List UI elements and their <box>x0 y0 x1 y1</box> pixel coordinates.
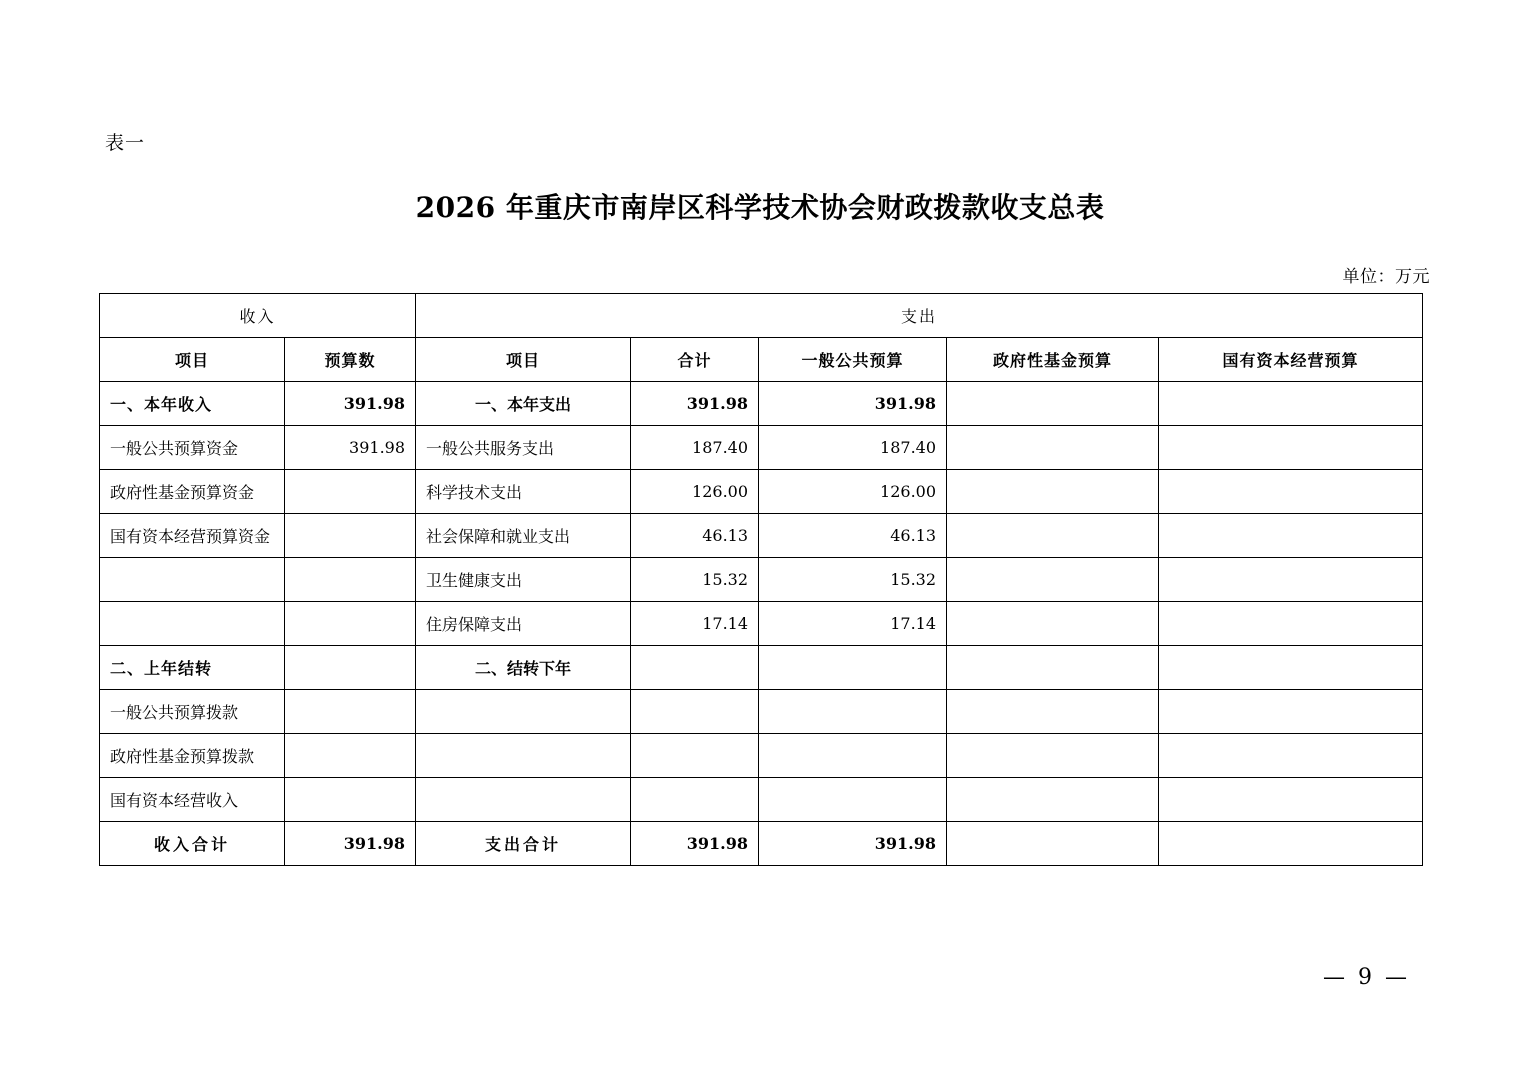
exp-gov-fund <box>947 514 1159 558</box>
income-total-label: 收入合计 <box>100 822 285 866</box>
exp-state-capital <box>1159 470 1423 514</box>
exp-gov-fund <box>947 558 1159 602</box>
income-item: 国有资本经营收入 <box>100 778 285 822</box>
table-row <box>100 558 1423 602</box>
exp-total-label: 支出合计 <box>416 822 631 866</box>
exp-total: 46.13 <box>631 514 759 558</box>
income-item <box>100 602 285 646</box>
table-row <box>100 382 1423 426</box>
exp-item: 社会保障和就业支出 <box>416 514 631 558</box>
exp-total <box>631 778 759 822</box>
exp-state-capital <box>1159 778 1423 822</box>
exp-general-public: 17.14 <box>759 602 947 646</box>
exp-item <box>416 734 631 778</box>
exp-total-value: 391.98 <box>631 822 759 866</box>
income-item: 二、上年结转 <box>100 646 285 690</box>
exp-state-capital <box>1159 382 1423 426</box>
income-budget <box>285 514 416 558</box>
table-row <box>100 690 1423 734</box>
exp-general-public-total: 391.98 <box>759 822 947 866</box>
column-header-exp-state-capital: 国有资本经营预算 <box>1159 338 1423 382</box>
exp-general-public: 15.32 <box>759 558 947 602</box>
column-header-income-item: 项目 <box>100 338 285 382</box>
exp-general-public <box>759 646 947 690</box>
exp-total: 17.14 <box>631 602 759 646</box>
exp-state-capital <box>1159 690 1423 734</box>
exp-gov-fund <box>947 470 1159 514</box>
column-header-exp-total: 合计 <box>631 338 759 382</box>
exp-total <box>631 646 759 690</box>
exp-state-capital <box>1159 602 1423 646</box>
exp-state-capital-total <box>1159 822 1423 866</box>
exp-gov-fund <box>947 646 1159 690</box>
income-item: 国有资本经营预算资金 <box>100 514 285 558</box>
exp-total <box>631 690 759 734</box>
table-row <box>100 778 1423 822</box>
exp-gov-fund-total <box>947 822 1159 866</box>
exp-item <box>416 690 631 734</box>
group-header-income: 收入 <box>100 294 416 338</box>
table-row <box>100 602 1423 646</box>
exp-total: 126.00 <box>631 470 759 514</box>
income-item: 一般公共预算资金 <box>100 426 285 470</box>
unit-note: 单位：万元 <box>1342 267 1430 287</box>
exp-item: 卫生健康支出 <box>416 558 631 602</box>
exp-general-public: 187.40 <box>759 426 947 470</box>
table-label: 表一 <box>105 132 146 154</box>
table-row <box>100 514 1423 558</box>
exp-item: 住房保障支出 <box>416 602 631 646</box>
exp-state-capital <box>1159 426 1423 470</box>
exp-total: 187.40 <box>631 426 759 470</box>
page-title: 2026 年重庆市南岸区科学技术协会财政拨款收支总表 <box>415 191 1105 224</box>
table-row-total <box>100 822 1423 866</box>
income-item: 政府性基金预算拨款 <box>100 734 285 778</box>
income-budget <box>285 690 416 734</box>
group-header-expenditure: 支出 <box>416 294 1423 338</box>
exp-total: 15.32 <box>631 558 759 602</box>
table-row <box>100 470 1423 514</box>
income-item: 政府性基金预算资金 <box>100 470 285 514</box>
exp-gov-fund <box>947 778 1159 822</box>
table-row <box>100 426 1423 470</box>
income-budget <box>285 734 416 778</box>
income-budget: 391.98 <box>285 382 416 426</box>
page-number: — 9 — <box>1323 965 1410 990</box>
budget-summary-table <box>99 293 1423 866</box>
exp-state-capital <box>1159 646 1423 690</box>
exp-general-public: 126.00 <box>759 470 947 514</box>
income-item: 一、本年收入 <box>100 382 285 426</box>
column-header-income-budget: 预算数 <box>285 338 416 382</box>
exp-gov-fund <box>947 602 1159 646</box>
income-budget: 391.98 <box>285 426 416 470</box>
exp-state-capital <box>1159 514 1423 558</box>
exp-total <box>631 734 759 778</box>
exp-item: 一般公共服务支出 <box>416 426 631 470</box>
column-header-exp-gov-fund: 政府性基金预算 <box>947 338 1159 382</box>
exp-general-public: 391.98 <box>759 382 947 426</box>
table-column-header-row <box>100 338 1423 382</box>
income-item <box>100 558 285 602</box>
income-budget <box>285 646 416 690</box>
income-item: 一般公共预算拨款 <box>100 690 285 734</box>
column-header-exp-general-public: 一般公共预算 <box>759 338 947 382</box>
exp-general-public: 46.13 <box>759 514 947 558</box>
exp-gov-fund <box>947 734 1159 778</box>
exp-gov-fund <box>947 382 1159 426</box>
exp-general-public <box>759 734 947 778</box>
exp-general-public <box>759 778 947 822</box>
exp-item: 科学技术支出 <box>416 470 631 514</box>
income-budget <box>285 778 416 822</box>
income-budget <box>285 558 416 602</box>
column-header-exp-item: 项目 <box>416 338 631 382</box>
income-budget <box>285 470 416 514</box>
exp-total: 391.98 <box>631 382 759 426</box>
exp-gov-fund <box>947 426 1159 470</box>
exp-general-public <box>759 690 947 734</box>
table-row <box>100 646 1423 690</box>
exp-item <box>416 778 631 822</box>
exp-item: 二、结转下年 <box>416 646 631 690</box>
table-group-header-row <box>100 294 1423 338</box>
exp-item: 一、本年支出 <box>416 382 631 426</box>
exp-state-capital <box>1159 734 1423 778</box>
table-row <box>100 734 1423 778</box>
income-budget <box>285 602 416 646</box>
exp-state-capital <box>1159 558 1423 602</box>
income-total-value: 391.98 <box>285 822 416 866</box>
exp-gov-fund <box>947 690 1159 734</box>
